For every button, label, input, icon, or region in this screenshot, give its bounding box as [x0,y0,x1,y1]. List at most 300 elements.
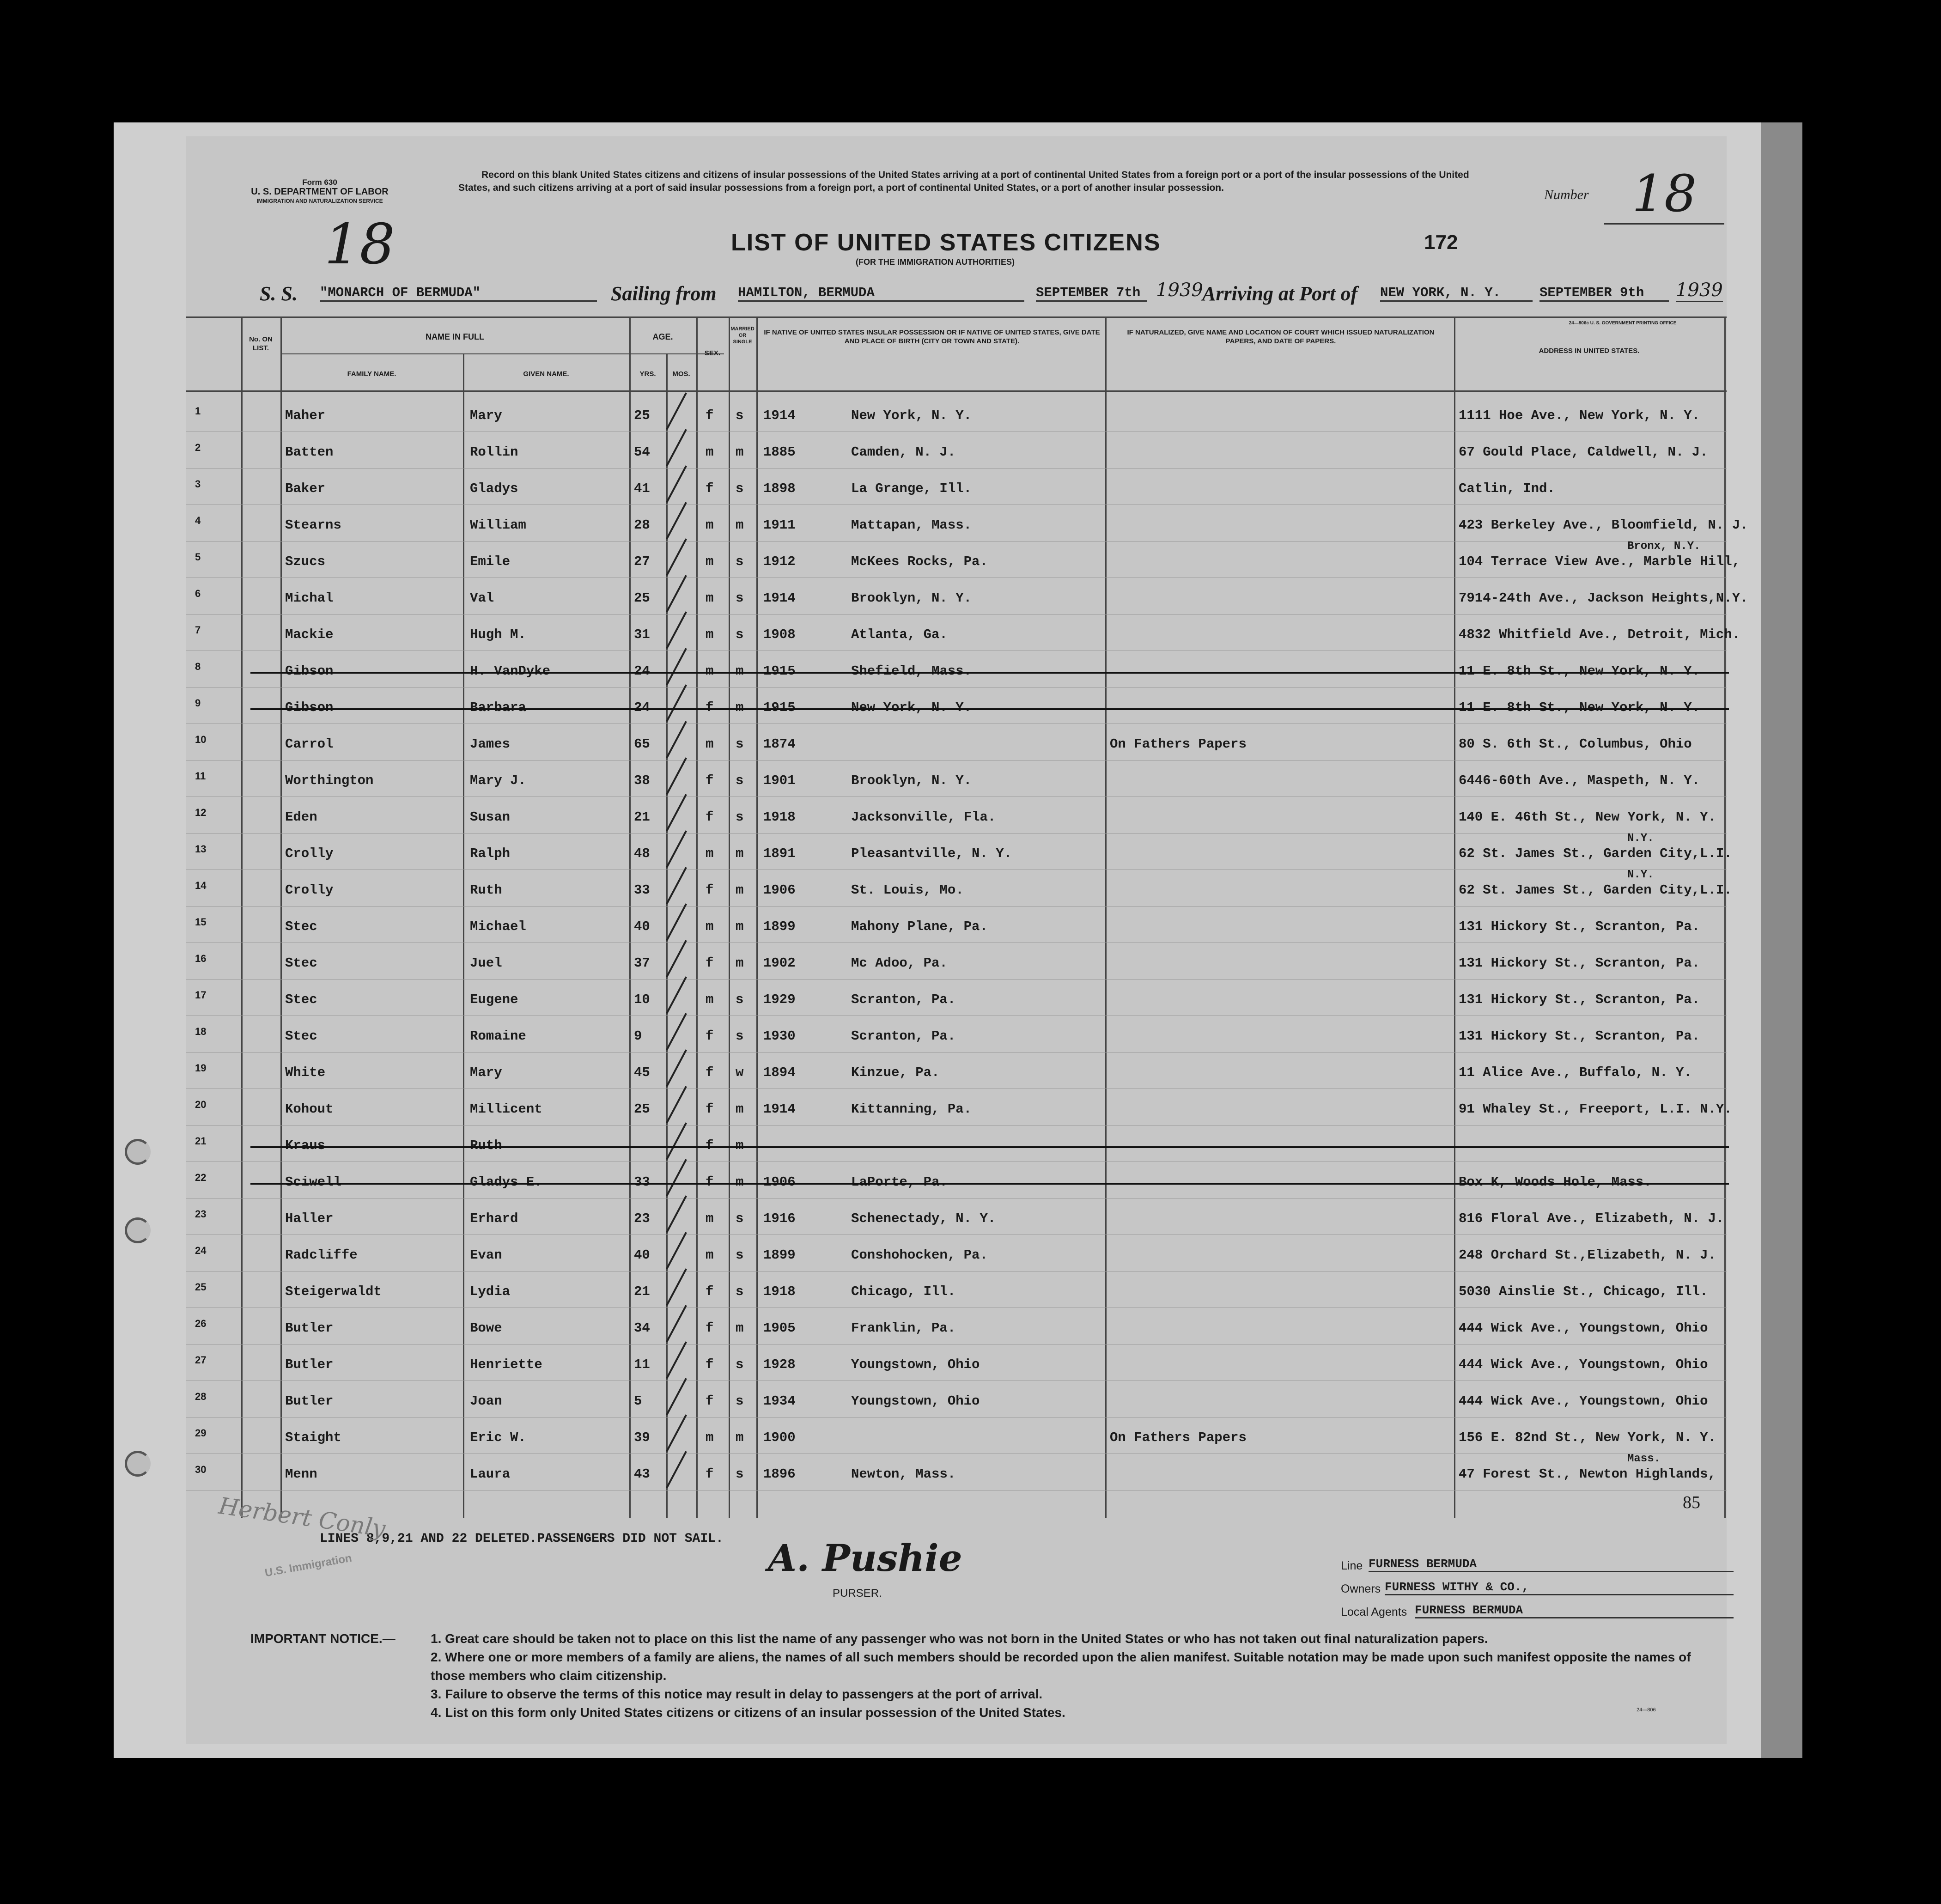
check-mark [666,1232,687,1269]
age-years: 41 [634,481,650,496]
given-name: Val [470,590,494,606]
sex: f [706,1320,714,1336]
row-number: 14 [195,880,207,891]
port-from: HAMILTON, BERMUDA [738,285,1024,302]
given-name: Joan [470,1393,502,1409]
marital-status: m [736,919,744,934]
birth-year: 1906 [763,882,796,898]
given-name: Henriette [470,1357,542,1372]
passenger-table [186,316,1748,1513]
row-number: 8 [195,661,201,672]
address: 11 E. 8th St., New York, N. Y. [1459,700,1700,715]
birthplace: Mahony Plane, Pa. [851,919,988,934]
date-to: SEPTEMBER 9th [1539,285,1669,302]
birth-year: 1894 [763,1065,796,1080]
address: 444 Wick Ave., Youngstown, Ohio [1459,1357,1708,1372]
col-head-yrs: YRS. [639,370,656,378]
check-mark [666,1378,687,1415]
age-years: 54 [634,444,650,460]
address-continuation: N.Y. [1627,832,1654,845]
marital-status: s [736,1466,744,1482]
family-name: Stec [285,992,317,1007]
age-years: 43 [634,1466,650,1482]
table-row [186,651,1727,687]
table-top-rule [186,316,1727,318]
year-from: 1939 [1156,280,1203,301]
sex: f [706,1174,714,1190]
birthplace: St. Louis, Mo. [851,882,964,898]
strike-through-line [250,672,1729,674]
birthplace: Pleasantville, N. Y. [851,846,1012,861]
address: 131 Hickory St., Scranton, Pa. [1459,919,1700,934]
sex: m [706,992,714,1007]
table-row [186,1417,1727,1454]
family-name: Szucs [285,554,326,569]
row-number: 21 [195,1135,207,1147]
family-name: Stec [285,955,317,971]
birthplace: McKees Rocks, Pa. [851,554,988,569]
birthplace: Franklin, Pa. [851,1320,956,1336]
family-name: Haller [285,1211,334,1226]
given-name: Eric W. [470,1430,526,1445]
row-number: 7 [195,624,201,636]
printing-office-code: 24—806c U. S. GOVERNMENT PRINTING OFFICE [1569,321,1677,326]
date-from: SEPTEMBER 7th [1036,285,1147,302]
birthplace: Mattapan, Mass. [851,517,972,533]
page-subtitle: (FOR THE IMMIGRATION AUTHORITIES) [856,257,1015,267]
row-number: 6 [195,588,201,599]
sex: f [706,1357,714,1372]
family-name: Stec [285,919,317,934]
age-years: 25 [634,408,650,423]
family-name: Gibson [285,663,334,679]
age-years: 25 [634,1101,650,1117]
family-name: Carrol [285,736,334,752]
address: 816 Floral Ave., Elizabeth, N. J. [1459,1211,1724,1226]
sex: m [706,919,714,934]
given-name: Millicent [470,1101,542,1117]
row-number: 3 [195,478,201,490]
birthplace: Brooklyn, N. Y. [851,590,972,606]
address: 6446-60th Ave., Maspeth, N. Y. [1459,773,1700,788]
sex: f [706,882,714,898]
sex: f [706,1466,714,1482]
given-name: Juel [470,955,502,971]
sex: m [706,444,714,460]
address-continuation: N.Y. [1627,869,1654,881]
birth-year: 1891 [763,846,796,861]
family-name: Sciwell [285,1174,341,1190]
birth-year: 1896 [763,1466,796,1482]
row-number: 24 [195,1245,207,1256]
birthplace: Jacksonville, Fla. [851,809,996,825]
age-years: 28 [634,517,650,533]
family-name: Kohout [285,1101,334,1117]
age-years: 40 [634,919,650,934]
sex: m [706,1211,714,1226]
address: 423 Berkeley Ave., Bloomfield, N. J. [1459,517,1748,533]
birthplace: Newton, Mass. [851,1466,956,1482]
birthplace: LaPorte, Pa. [851,1174,948,1190]
birthplace: Youngstown, Ohio [851,1357,980,1372]
family-name: Stec [285,1028,317,1044]
table-row [186,687,1727,724]
family-name: Butler [285,1393,334,1409]
check-mark [666,465,687,503]
marital-status: m [736,1174,744,1190]
port-to: NEW YORK, N. Y. [1380,285,1533,302]
sex: f [706,1065,714,1080]
row-number: 5 [195,551,201,563]
birthplace: Youngstown, Ohio [851,1393,980,1409]
strike-through-line [250,1146,1729,1148]
sex: f [706,955,714,971]
immigration-stamp-signature: Herbert Conly [217,1492,387,1543]
ship-name: "MONARCH OF BERMUDA" [320,285,597,302]
col-head-sex: SEX. [704,349,721,357]
age-years: 21 [634,1284,650,1299]
row-number: 19 [195,1062,207,1074]
age-years: 33 [634,882,650,898]
check-mark [666,1195,687,1233]
marital-status: s [736,1393,744,1409]
sex: f [706,1138,714,1153]
birthplace: New York, N. Y. [851,408,972,423]
birth-year: 1930 [763,1028,796,1044]
row-number: 11 [195,770,206,782]
row-number: 25 [195,1281,207,1293]
check-mark [666,940,687,977]
marital-status: w [736,1065,744,1080]
marital-status: s [736,1357,744,1372]
strike-through-line [250,708,1729,710]
col-head-age: AGE. [652,332,673,341]
family-name: Crolly [285,846,334,861]
agents-value: FURNESS BERMUDA [1415,1603,1734,1618]
address: 131 Hickory St., Scranton, Pa. [1459,1028,1700,1044]
birth-year: 1915 [763,700,796,715]
table-row [186,906,1727,943]
birth-year: 1914 [763,1101,796,1117]
check-mark [666,538,687,576]
row-number: 30 [195,1464,207,1475]
address: 131 Hickory St., Scranton, Pa. [1459,955,1700,971]
notice-heading: IMPORTANT NOTICE.— [250,1631,396,1646]
address: Catlin, Ind. [1459,481,1555,496]
sex: f [706,1284,714,1299]
table-row [186,1344,1727,1381]
naturalization: On Fathers Papers [1110,736,1247,752]
check-mark [666,1305,687,1342]
age-years: 34 [634,1320,650,1336]
table-row [186,979,1727,1016]
birth-year: 1911 [763,517,796,533]
check-mark [666,648,687,685]
arriving-label: Arriving at Port of [1202,282,1358,305]
check-mark [666,1013,687,1050]
family-name: White [285,1065,326,1080]
table-row [186,943,1727,979]
purser-signature: A. Pushie [768,1536,962,1580]
col-head-mos: MOS. [672,370,690,378]
sex: f [706,1101,714,1117]
row-number: 27 [195,1354,207,1366]
given-name: Mary [470,1065,502,1080]
check-mark [666,392,687,430]
check-mark [666,903,687,941]
address: 444 Wick Ave., Youngstown, Ohio [1459,1393,1708,1409]
table-row [186,1271,1727,1308]
given-name: Gladys [470,481,518,496]
marital-status: s [736,590,744,606]
strike-through-line [250,1183,1729,1185]
department-name: U. S. DEPARTMENT OF LABOR [251,187,389,197]
sailing-label: Sailing from [611,282,717,305]
address: 140 E. 46th St., New York, N. Y. [1459,809,1716,825]
check-mark [666,684,687,722]
check-mark [666,1122,687,1160]
birth-year: 1915 [763,663,796,679]
table-row [186,1162,1727,1198]
given-name: Mary J. [470,773,526,788]
marital-status: s [736,627,744,642]
given-name: Ralph [470,846,511,861]
age-years: 24 [634,663,650,679]
birth-year: 1908 [763,627,796,642]
check-mark [666,611,687,649]
check-mark [666,1086,687,1123]
age-years: 33 [634,1174,650,1190]
marital-status: m [736,1138,744,1153]
age-years: 9 [634,1028,642,1044]
age-years: 37 [634,955,650,971]
row-number: 13 [195,843,207,855]
form-number: Form 630 [302,178,337,187]
marital-status: m [736,955,744,971]
agents-label: Local Agents [1341,1606,1407,1618]
immigration-stamp: U.S. Immigration [264,1551,353,1580]
table-header-rule [186,390,1727,392]
age-years: 11 [634,1357,650,1372]
form-header-block [241,178,398,206]
table-row [186,832,1732,870]
manifest-page [186,136,1748,1744]
page-title: LIST OF UNITED STATES CITIZENS [731,229,1161,256]
age-years: 24 [634,700,650,715]
family-name: Eden [285,809,317,825]
check-mark [666,794,687,831]
family-name: Gibson [285,700,334,715]
marital-status: m [736,1101,744,1117]
col-head-family: FAMILY NAME. [347,370,396,378]
line-label: Line [1341,1559,1363,1572]
given-name: Michael [470,919,526,934]
marital-status: m [736,444,744,460]
family-name: Menn [285,1466,317,1482]
family-name: Butler [285,1357,334,1372]
birth-year: 1914 [763,408,796,423]
address: 1111 Hoe Ave., New York, N. Y. [1459,408,1700,423]
sex: m [706,663,714,679]
table-row [186,578,1748,614]
address: 444 Wick Ave., Youngstown, Ohio [1459,1320,1708,1336]
check-mark [666,1049,687,1087]
given-name: William [470,517,526,533]
row-number: 28 [195,1391,207,1402]
address: 104 Terrace View Ave., Marble Hill, [1459,554,1740,569]
marital-status: m [736,846,744,861]
marital-status: s [736,1028,744,1044]
page-number: 172 [1424,231,1458,254]
sex: f [706,773,714,788]
age-years: 21 [634,809,650,825]
address: 62 St. James St., Garden City,L.I. [1459,882,1732,898]
family-name: Baker [285,481,326,496]
check-mark [666,502,687,539]
given-name: Rollin [470,444,518,460]
notice-item: 3. Failure to observe the terms of this notice may result in delay to passengers at the port of arrival. [431,1687,1043,1701]
age-years: 45 [634,1065,650,1080]
binder-hole [125,1217,151,1243]
marital-status: m [736,663,744,679]
check-mark [666,1341,687,1379]
age-years: 5 [634,1393,642,1409]
age-years: 31 [634,627,650,642]
birthplace: Kinzue, Pa. [851,1065,940,1080]
table-row [186,1125,1727,1162]
sex: f [706,700,714,715]
address: 91 Whaley St., Freeport, L.I. N.Y. [1459,1101,1732,1117]
naturalization: On Fathers Papers [1110,1430,1247,1445]
col-head-no: No. ON LIST. [249,335,273,352]
birth-year: 1874 [763,736,796,752]
address: 5030 Ainslie St., Chicago, Ill. [1459,1284,1708,1299]
marital-status: m [736,700,744,715]
family-name: Worthington [285,773,374,788]
check-mark [666,721,687,758]
owners-value: FURNESS WITHY & CO., [1385,1580,1734,1595]
check-mark [666,575,687,612]
ss-label: S. S. [260,282,298,305]
address: 47 Forest St., Newton Highlands, [1459,1466,1716,1482]
given-name: Romaine [470,1028,526,1044]
family-name: Michal [285,590,334,606]
birth-year: 1885 [763,444,796,460]
birth-year: 1906 [763,1174,796,1190]
birthplace: Brooklyn, N. Y. [851,773,972,788]
birthplace: Atlanta, Ga. [851,627,948,642]
check-mark [666,867,687,904]
binder-hole [125,1139,151,1165]
table-row [186,1235,1727,1271]
birthplace: Conshohocken, Pa. [851,1247,988,1263]
table-row [186,797,1727,833]
given-name: Mary [470,408,502,423]
family-name: Maher [285,408,326,423]
family-name: Radcliffe [285,1247,358,1263]
birth-year: 1916 [763,1211,796,1226]
check-mark [666,1451,687,1488]
marital-status: s [736,1247,744,1263]
row-number: 2 [195,442,201,453]
age-years: 48 [634,846,650,861]
age-years: 23 [634,1211,650,1226]
table-row [186,1381,1727,1417]
birthplace: Kittanning, Pa. [851,1101,972,1117]
record-instructions: Record on this blank United States citizens and citizens of insular possessions of the United States arriving at a port of continental United States from a foreign port or a port of the insular possessions of the United States, and such citizens arriving at a port of said insular possessions from a foreign port, a port of continental United States, or a port of another insular possession. [458,170,1469,193]
birth-year: 1905 [763,1320,796,1336]
row-number: 4 [195,515,201,526]
family-name: Kraus [285,1138,326,1153]
sex: f [706,408,714,423]
age-years: 39 [634,1430,650,1445]
binder-hole [125,1451,151,1477]
address-continuation: Bronx, N.Y. [1627,540,1701,553]
table-row [186,1454,1727,1490]
check-mark [666,1268,687,1306]
check-mark [666,429,687,466]
birth-year: 1914 [763,590,796,606]
row-number: 29 [195,1427,207,1439]
check-mark [666,1414,687,1452]
sex: f [706,481,714,496]
row-number: 23 [195,1208,207,1220]
col-head-native: IF NATIVE OF UNITED STATES INSULAR POSSESSION OR IF NATIVE OF UNITED STATES, GIVE DATE AND PLACE OF BIRTH (CITY OR TOWN AND STATE). [764,328,1100,345]
address: 248 Orchard St.,Elizabeth, N. J. [1459,1247,1716,1263]
birth-year: 1918 [763,809,796,825]
age-years: 25 [634,590,650,606]
age-years: 40 [634,1247,650,1263]
notice-item: 2. Where one or more members of a family are aliens, the names of all such members should be recorded upon the alien manifest. Suitable notation may be made upon such manifest opposite the names of those members who claim citizenship. [431,1650,1691,1683]
service-name: IMMIGRATION AND NATURALIZATION SERVICE [256,198,383,204]
col-head-name: NAME IN FULL [426,332,484,341]
birth-year: 1918 [763,1284,796,1299]
sex: m [706,736,714,752]
marital-status: m [736,1320,744,1336]
table-row [186,760,1727,797]
given-name: Gladys E. [470,1174,542,1190]
given-name: Barbara [470,700,526,715]
marital-status: s [736,1284,744,1299]
given-name: Evan [470,1247,502,1263]
row-number: 20 [195,1099,207,1110]
given-name: Ruth [470,1138,502,1153]
sex: m [706,590,714,606]
line-value: FURNESS BERMUDA [1369,1557,1734,1572]
birth-year: 1900 [763,1430,796,1445]
sex: m [706,1247,714,1263]
address: 62 St. James St., Garden City,L.I. [1459,846,1732,861]
birth-year: 1902 [763,955,796,971]
address-continuation: Mass. [1627,1453,1661,1465]
marital-status: m [736,517,744,533]
address: 67 Gould Place, Caldwell, N. J. [1459,444,1708,460]
col-head-address: ADDRESS IN UNITED STATES. [1539,347,1640,355]
table-row [186,540,1740,578]
check-mark [666,757,687,795]
number-label: Number [1544,187,1589,202]
check-mark [666,976,687,1014]
table-row [186,1052,1727,1089]
marital-status: s [736,1211,744,1226]
row-number: 22 [195,1172,207,1183]
address: 156 E. 82nd St., New York, N. Y. [1459,1430,1716,1445]
check-mark [666,1159,687,1196]
year-to: 1939 [1676,280,1723,302]
birth-year: 1929 [763,992,796,1007]
col-head-given: GIVEN NAME. [523,370,569,378]
family-name: Steigerwaldt [285,1284,382,1299]
